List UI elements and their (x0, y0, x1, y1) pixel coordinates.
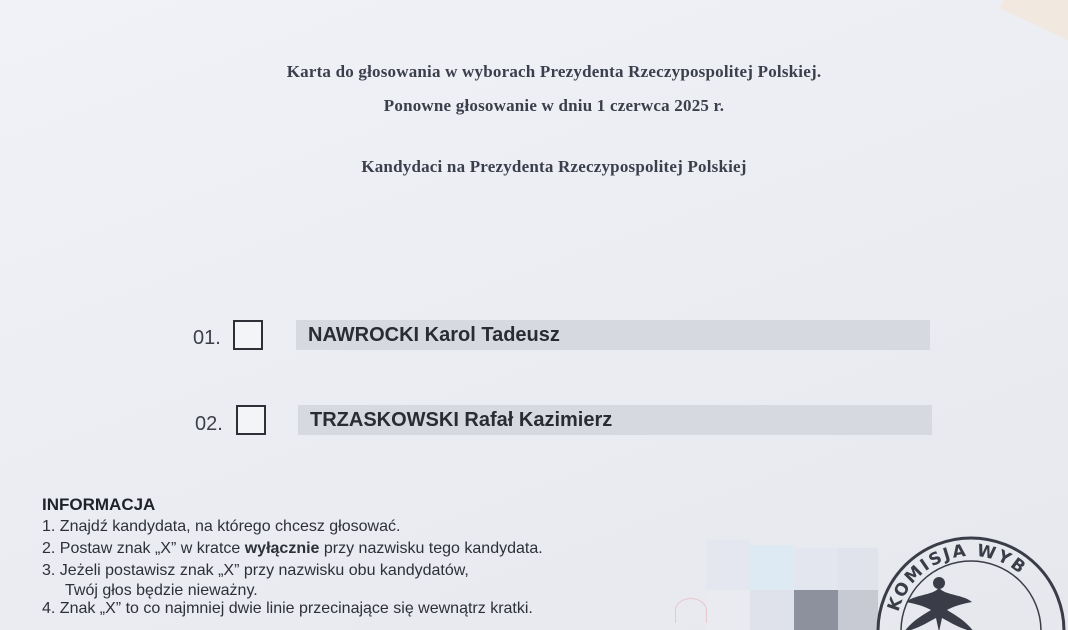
ballot-title: Karta do głosowania w wyborach Prezydenta Rzeczypospolitej Polskiej. (286, 62, 822, 81)
faint-stamp-mark (675, 598, 707, 623)
info-line-3: 3. Jeżeli postawisz znak „X” przy nazwisku obu kandydatów, (42, 562, 469, 579)
vote-checkbox-2[interactable] (236, 405, 266, 435)
candidate-name-2: TRZASKOWSKI Rafał Kazimierz (298, 405, 932, 435)
commission-stamp (876, 536, 1066, 630)
ballot-date-line: Ponowne głosowanie w dniu 1 czerwca 2025 r. (383, 96, 725, 115)
candidate-number: 01. (193, 327, 221, 349)
info-line-2-bold: wyłącznie (244, 540, 320, 557)
candidate-name-1: NAWROCKI Karol Tadeusz (296, 320, 930, 350)
info-line-1: 1. Znajdź kandydata, na którego chcesz głosować. (42, 518, 401, 535)
stamp-text: KOMISJA WYB (883, 540, 1031, 614)
info-title: INFORMACJA (42, 495, 156, 514)
candidates-heading: Kandydaci na Prezydenta Rzeczypospolitej Polskiej (361, 157, 747, 176)
info-line-2-text-a: 2. Postaw znak „X” w kratce (42, 540, 245, 557)
paper-corner-shadow (1000, 0, 1068, 46)
candidate-number: 02. (195, 413, 223, 435)
vote-checkbox-1[interactable] (233, 320, 263, 350)
info-line-2 (42, 540, 543, 558)
info-line-2-text-b: przy nazwisku tego kandydata. (319, 540, 543, 557)
info-line-3-cont: Twój głos będzie nieważny. (65, 582, 258, 599)
info-line-4: 4. Znak „X” to co najmniej dwie linie przecinające się wewnątrz kratki. (42, 600, 533, 617)
